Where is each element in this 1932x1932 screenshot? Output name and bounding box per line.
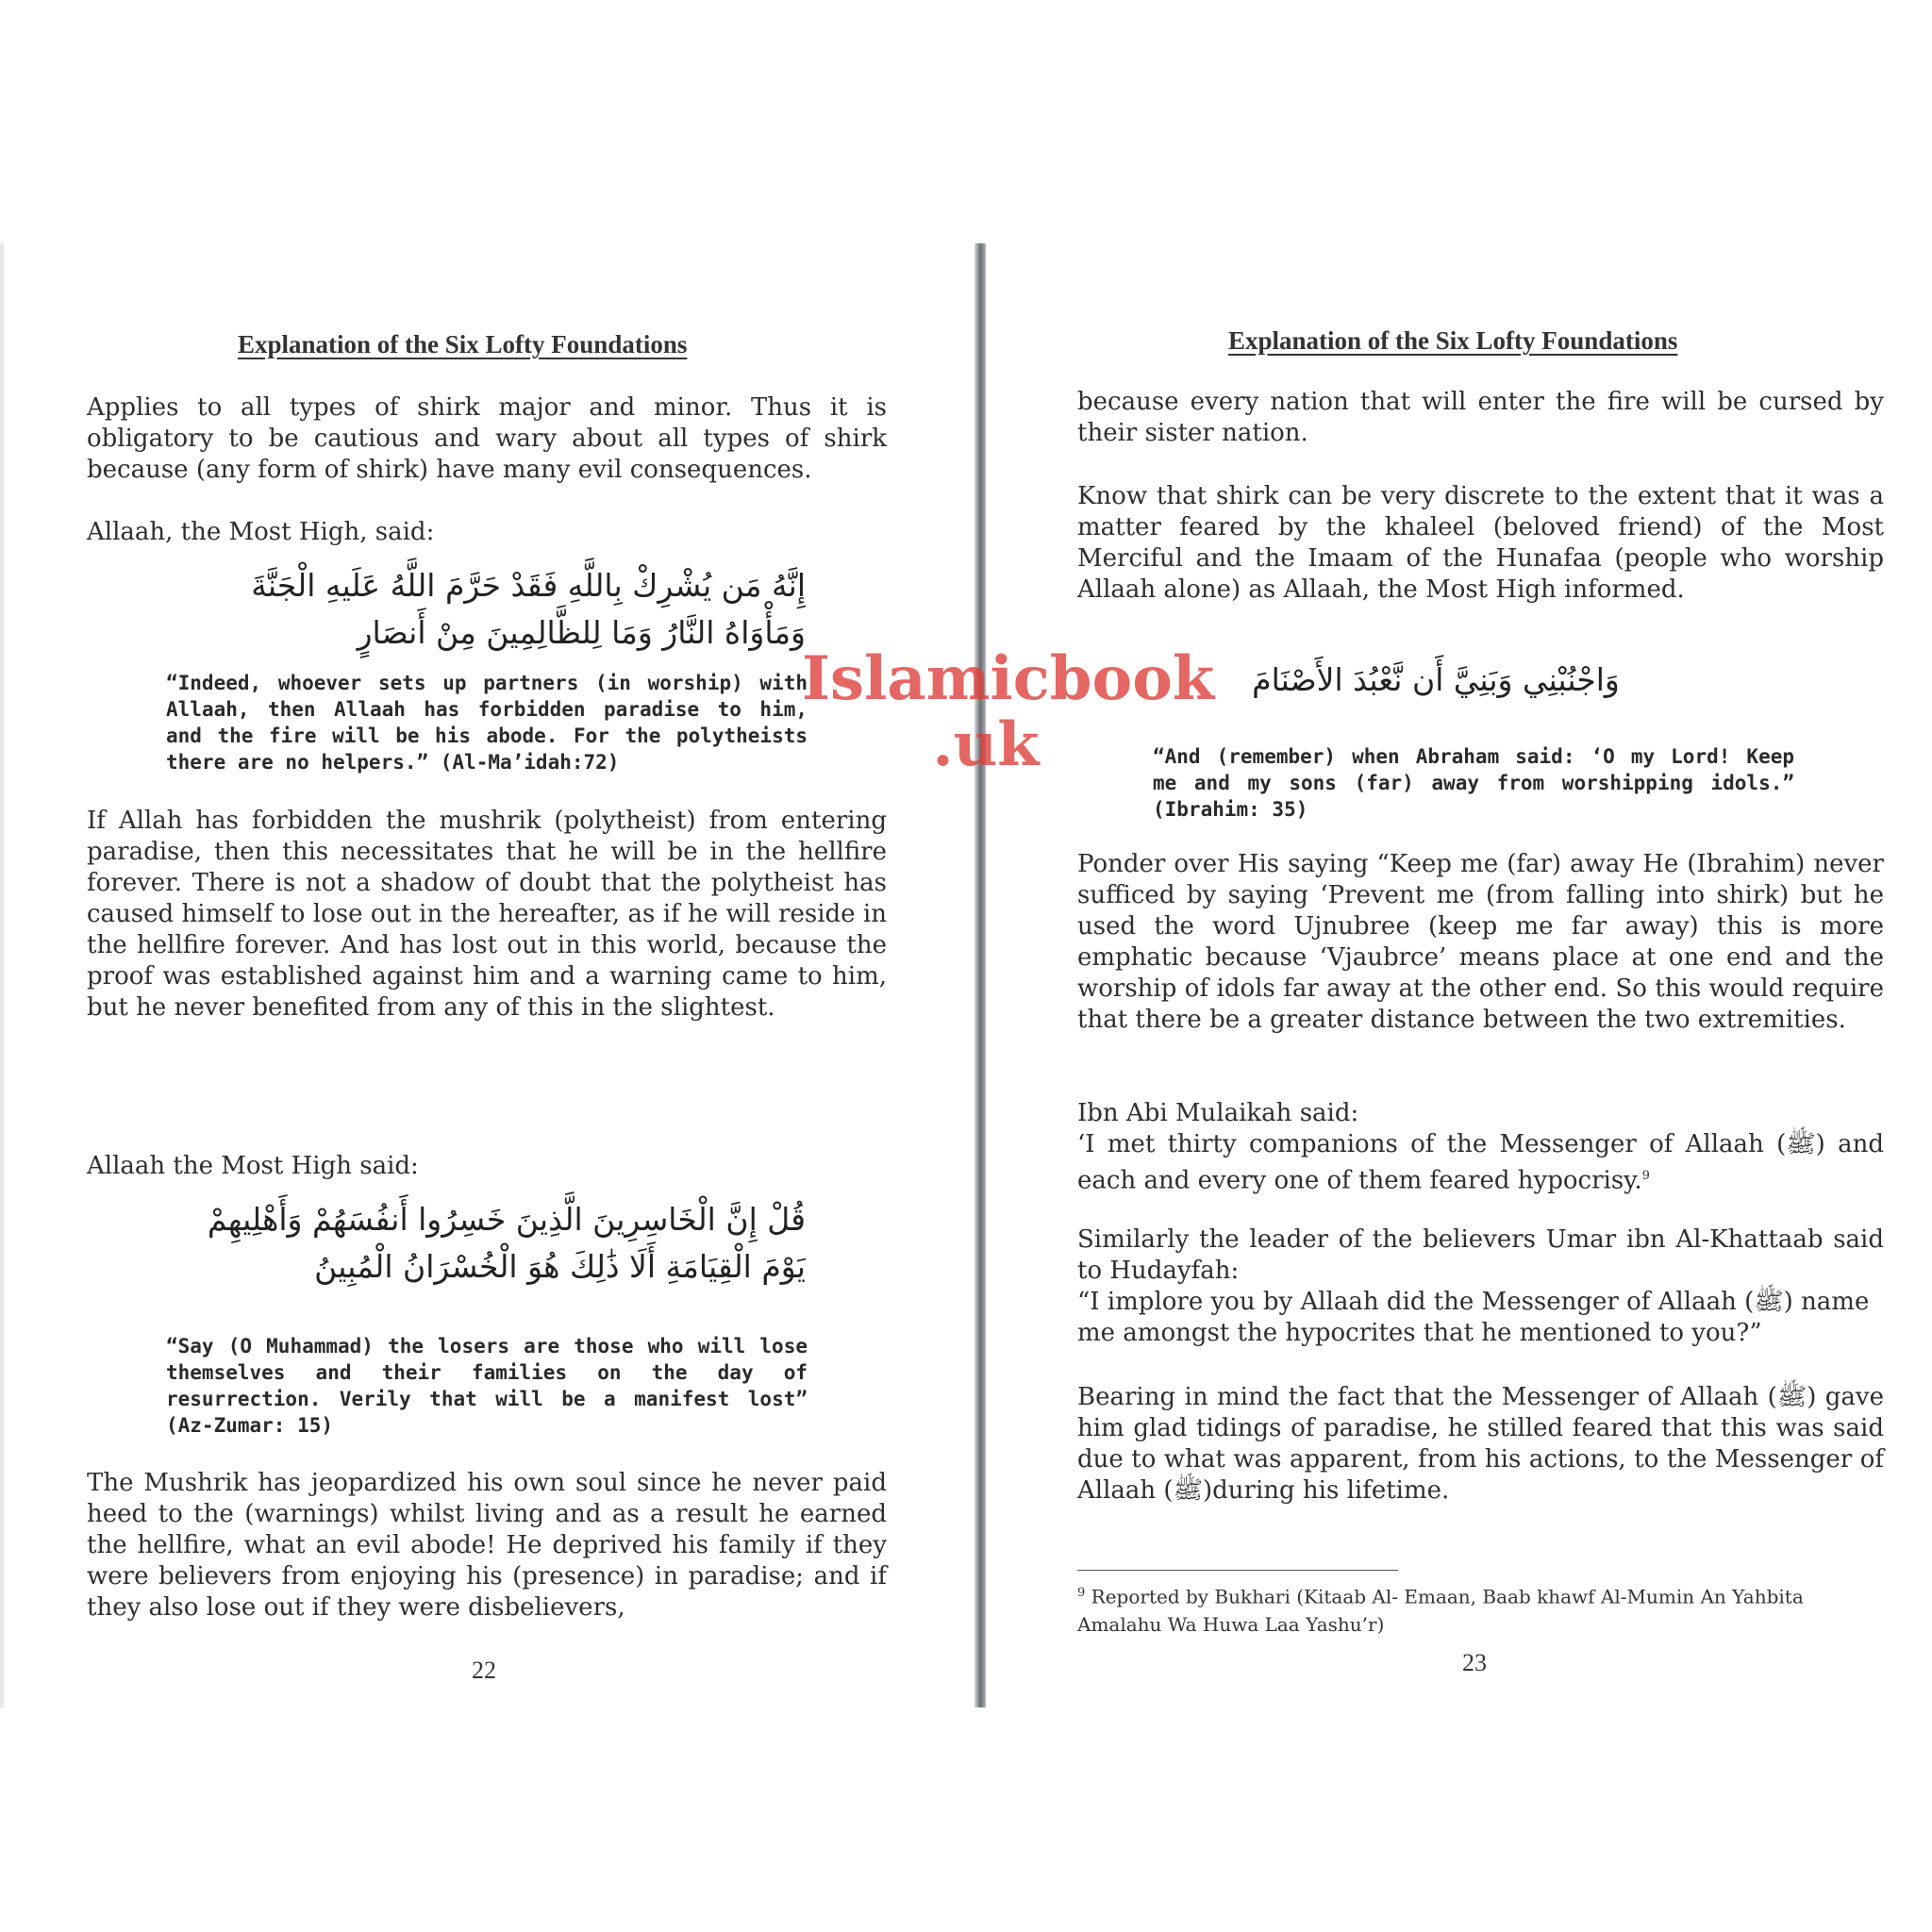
left-verse-translation-1: “Indeed, whoever sets up partners (in worship) with Allaah, then Allaah has forbidden paradise to him, and the fire will be his abode. For the polytheists there are no helpers.” (Al-Ma’idah:72)	[166, 672, 808, 774]
left-page-heading: Explanation of the Six Lofty Foundations	[238, 330, 688, 358]
left-paragraph-2: If Allah has forbidden the mushrik (polytheist) from entering paradise, then this necessitates that he will be in the hellfire forever. There is not a shadow of doubt that the polytheist has caused himself to lose out in the hereafter, as if he will reside in the hellfire forever. And has lost out in this world, because the proof was established against him and a warning came to him, but he never benefited from any of this in the slightest.	[87, 807, 887, 1022]
right-paragraph-5	[1077, 1224, 1884, 1349]
right-paragraph-5-line-2: “I implore you by Allaah did the Messenger of Allaah (ﷺ) name me amongst the hypocrites that he mentioned to you?”	[1077, 1288, 1870, 1347]
left-paragraph-3: The Mushrik has jeopardized his own soul since he never paid heed to the (warnings) whilst living and as a result he earned the hellfire, what an evil abode! He deprived his family if they were believers from enjoying his (presence) in paradise; and if they also lose out if they were disbelievers,	[87, 1469, 887, 1622]
left-arabic-verse-2: قُلْ إِنَّ الْخَاسِرِينَ الَّذِينَ خَسِرُوا أَنفُسَهُمْ وَأَهْلِيهِمْ يَوْمَ الْقِيَامَةِ أَلَا ذَٰلِكَ هُوَ الْخُسْرَانُ الْمُبِينُ	[207, 1201, 806, 1285]
right-paragraph-1: because every nation that will enter the fire will be cursed by their sister nation.	[1077, 388, 1884, 447]
footnote-mark: 9	[1077, 1586, 1086, 1600]
right-paragraph-4-text: ‘I met thirty companions of the Messenger of Allaah (ﷺ) and each and every one of them feared hypocrisy.	[1077, 1130, 1884, 1195]
right-paragraph-2: Know that shirk can be very discrete to the extent that it was a matter feared by the khaleel (beloved friend) of the Most Merciful and the Imaam of the Hunafaa (people who worship Allaah alone) as Allaah, the Most High informed.	[1077, 482, 1884, 604]
left-page	[87, 243, 896, 1707]
watermark	[802, 643, 1215, 780]
book-spread	[0, 243, 1932, 1707]
page-edge	[0, 243, 4, 1707]
page-number: 22	[472, 1657, 496, 1684]
right-arabic-verse-1: وَاجْنُبْنِي وَبَنِيَّ أَن نَّعْبُدَ الأَصْنَامَ	[1252, 661, 1620, 698]
right-paragraph-4-line-1: Ibn Abi Mulaikah said:	[1077, 1099, 1359, 1127]
footnote-text: Reported by Bukhari (Kitaab Al- Emaan, Baab khawf Al-Mumin An Yahbita Amalahu Wa Huwa Laa Yashu’r)	[1077, 1585, 1804, 1636]
page-number: 23	[1462, 1649, 1487, 1676]
footnote-reference: 9	[1641, 1169, 1650, 1183]
footnote	[1077, 1579, 1851, 1639]
watermark-line-2: .uk	[932, 709, 1040, 780]
right-paragraph-6: Bearing in mind the fact that the Messenger of Allaah (ﷺ) gave him glad tidings of paradise, he stilled feared that this was said due to what was apparent, from his actions, to the Messenger of Allaah (ﷺ)during his lifetime.	[1077, 1383, 1884, 1505]
right-page	[1077, 243, 1887, 1707]
book-gutter	[974, 243, 986, 1707]
right-paragraph-5-line-1: Similarly the leader of the believers Umar ibn Al-Khattaab said to Hudayfah:	[1077, 1225, 1884, 1285]
left-verse-translation-2: “Say (O Muhammad) the losers are those who will lose themselves and their families on the day of resurrection. Verily that will be a manifest lost” (Az-Zumar: 15)	[166, 1335, 808, 1437]
footnote-divider	[1077, 1570, 1398, 1571]
right-paragraph-3: Ponder over His saying “Keep me (far) away He (Ibrahim) never sufficed by saying ‘Prevent me (from falling into shirk) but he used the word Ujnubree (keep me far away) this is more emphatic because ‘Vjaubrce’ means place at one end and the worship of idols far away at the other end. So this would require that there be a greater distance between the two extremities.	[1077, 850, 1884, 1034]
watermark-line-1: Islamicbook	[802, 643, 1215, 714]
left-quote-intro-2: Allaah the Most High said:	[87, 1152, 419, 1180]
left-quote-intro-1: Allaah, the Most High, said:	[87, 518, 435, 546]
right-paragraph-4	[1077, 1098, 1884, 1197]
left-paragraph-1: Applies to all types of shirk major and minor. Thus it is obligatory to be cautious and wary about all types of shirk because (any form of shirk) have many evil consequences.	[87, 393, 887, 484]
right-page-heading: Explanation of the Six Lofty Foundations	[1228, 326, 1678, 355]
left-arabic-verse-1: إِنَّهُ مَن يُشْرِكْ بِاللَّهِ فَقَدْ حَرَّمَ اللَّهُ عَلَيهِ الْجَنَّةَ وَمَأْوَاهُ النَّارُ وَمَا لِلظَّالِمِينَ مِنْ أَنصَارٍ	[251, 567, 806, 651]
right-verse-translation-1: “And (remember) when Abraham said: ‘O my Lord! Keep me and my sons (far) away from worshipping idols.” (Ibrahim: 35)	[1153, 745, 1794, 821]
right-paragraph-4-line-2	[1077, 1129, 1884, 1197]
